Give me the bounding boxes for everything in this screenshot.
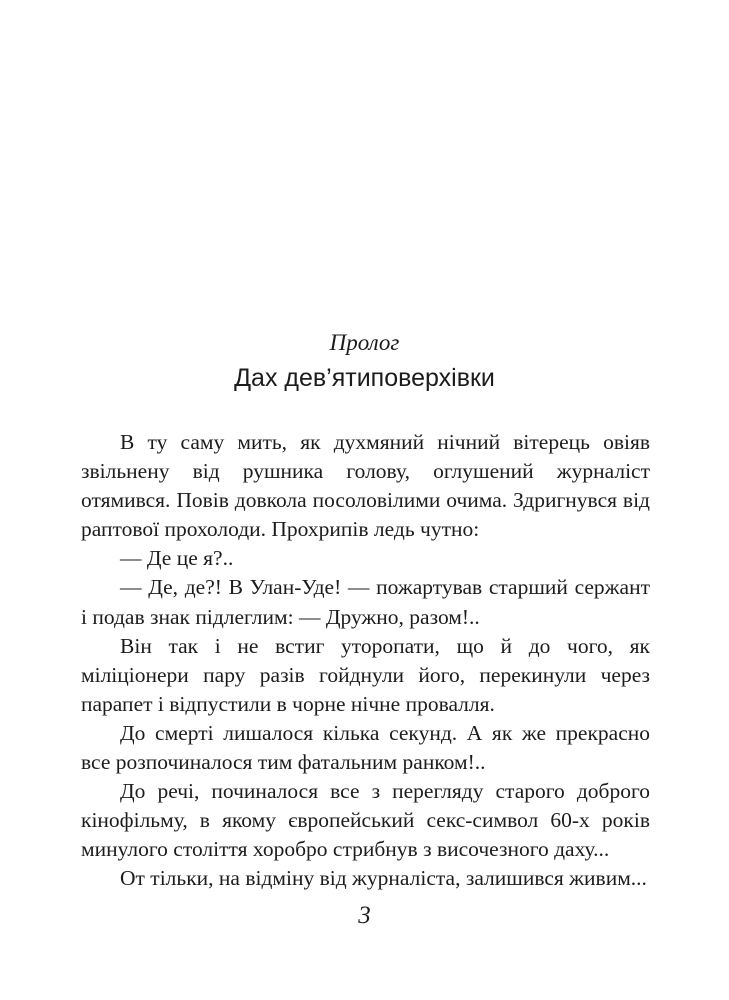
chapter-title: Дах дев’ятиповерхівки <box>234 364 495 392</box>
chapter-subtitle: Пролог <box>329 330 400 355</box>
paragraph: Він так і не встиг уторопати, що й до чого, як міліціонери пару разів гойднули його, перекинули через парапет і відпустили в чорне нічне провалля. <box>81 633 650 716</box>
paragraph: В ту саму мить, як духмяний нічний вітерець овіяв звільнену від рушника голову, оглушений журналіст отямився. Повів довкола посоловілими очима. Здригнувся від раптової прохолоди. Прохрипів ледь чутно: <box>81 430 650 542</box>
paragraph: — Де, де?! В Улан-Уде! — пожартував старший сержант і подав знак підлеглим: — Дружно, разом!.. <box>81 575 650 629</box>
paragraph: От тільки, на відміну від журналіста, залишився живим... <box>120 866 647 891</box>
paragraph: До смерті лишалося кілька секунд. А як же прекрасно все розпочиналося тим фатальним ранком!.. <box>81 720 650 775</box>
page-number: 3 <box>358 902 371 929</box>
paragraph: До речі, починалося все з перегляду старого доброго кінофільму, в якому європейський секс-символ 60-х років минулого століття хоробро стрибнув з височезного даху... <box>81 779 650 862</box>
paragraph: — Де це я?.. <box>120 546 234 571</box>
chapter-body <box>81 428 650 894</box>
